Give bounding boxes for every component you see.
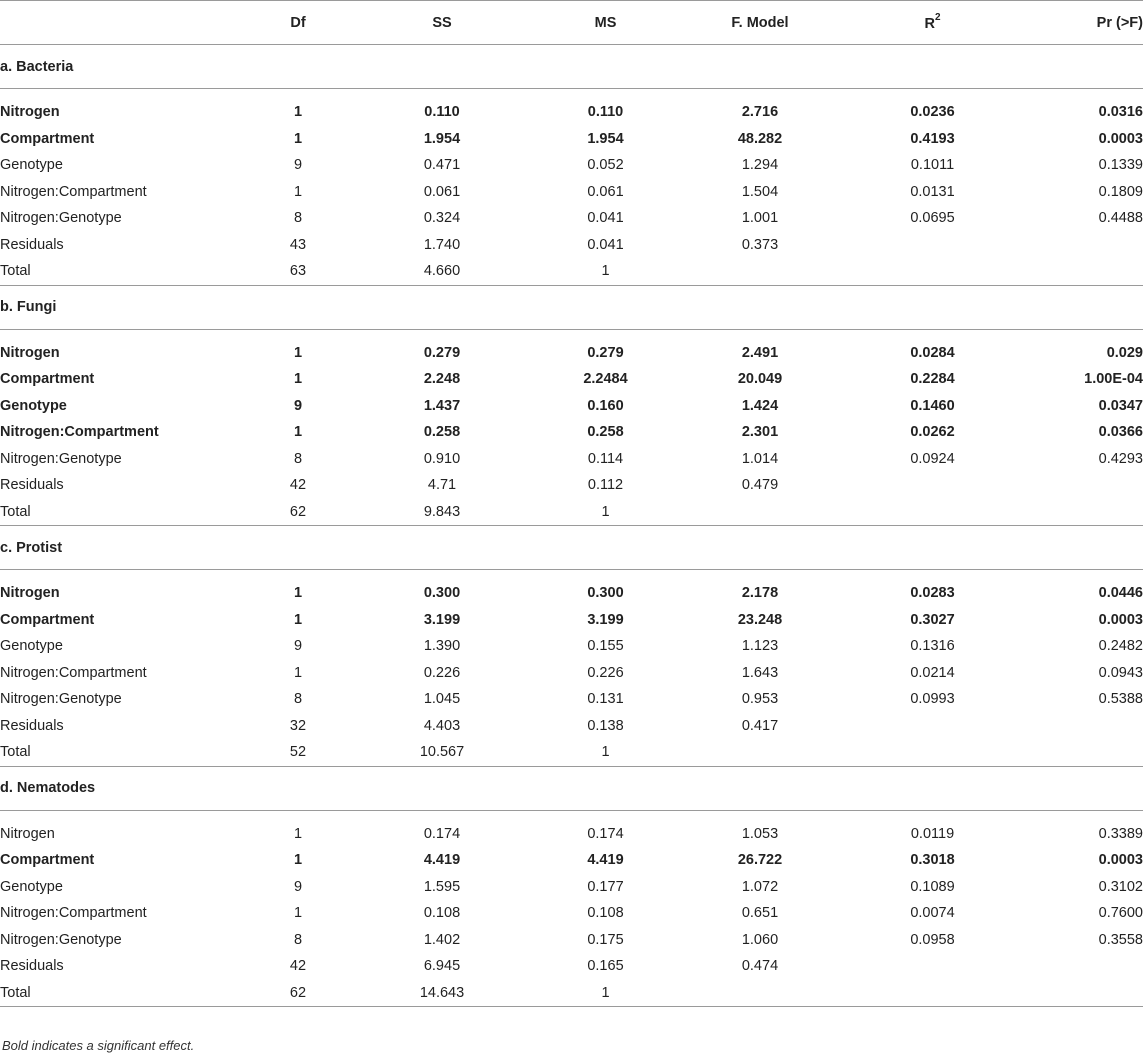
row-r-squared: 0.3018 xyxy=(910,852,955,869)
row-df: 1 xyxy=(293,585,303,602)
row-r-squared: 0.0924 xyxy=(910,450,955,467)
row-ms: 1 xyxy=(601,503,610,520)
section-title: c. Protist xyxy=(0,526,1143,570)
row-p-value xyxy=(1020,739,1143,766)
row-term: Nitrogen:Genotype xyxy=(0,210,122,227)
row-term: Nitrogen:Compartment xyxy=(0,424,159,441)
row-ss: 0.324 xyxy=(423,210,461,227)
table-row xyxy=(0,580,1143,607)
row-r-squared: 0.1460 xyxy=(910,397,955,414)
row-r-squared: 0.0284 xyxy=(910,344,955,361)
row-df: 62 xyxy=(289,503,307,520)
row-term: Total xyxy=(0,503,31,520)
row-ms: 1 xyxy=(601,984,610,1001)
table-row xyxy=(0,713,1143,740)
section-spacer xyxy=(0,329,1143,340)
section-spacer xyxy=(0,89,1143,100)
row-p-value xyxy=(1020,499,1143,526)
row-r-squared: 0.0119 xyxy=(910,825,955,842)
table-row xyxy=(0,340,1143,367)
row-ss: 4.403 xyxy=(423,717,461,734)
header-r-squared xyxy=(845,1,1020,45)
row-r-squared: 0.0262 xyxy=(910,424,955,441)
table-row xyxy=(0,126,1143,153)
row-ss: 0.279 xyxy=(423,344,461,361)
row-p-value: 0.0446 xyxy=(1098,585,1143,602)
row-p-value: 0.0316 xyxy=(1098,104,1143,121)
table-row xyxy=(0,366,1143,393)
row-f-model: 2.178 xyxy=(741,585,779,602)
row-p-value xyxy=(1020,232,1143,259)
section-title: d. Nematodes xyxy=(0,766,1143,810)
row-ss: 4.660 xyxy=(423,263,461,280)
row-p-value xyxy=(1020,472,1143,499)
row-r-squared xyxy=(845,258,1020,285)
row-term: Total xyxy=(0,744,31,761)
row-r-squared: 0.0236 xyxy=(910,104,955,121)
row-term: Nitrogen:Genotype xyxy=(0,450,122,467)
header-ms: MS xyxy=(536,1,675,45)
row-term: Nitrogen xyxy=(0,344,60,361)
header-r-base: R xyxy=(924,15,935,32)
row-ss: 0.258 xyxy=(423,424,461,441)
row-r-squared: 0.1316 xyxy=(910,638,955,655)
row-f-model: 2.301 xyxy=(741,424,779,441)
row-r-squared: 0.3027 xyxy=(910,611,955,628)
row-ss: 1.402 xyxy=(423,931,461,948)
row-f-model xyxy=(675,739,845,766)
row-term: Compartment xyxy=(0,611,95,628)
row-ms: 0.114 xyxy=(587,450,624,467)
row-r-squared: 0.0214 xyxy=(910,664,955,681)
row-ss: 4.419 xyxy=(423,852,461,869)
section-title: a. Bacteria xyxy=(0,45,1143,89)
row-df: 1 xyxy=(293,424,303,441)
row-f-model: 0.479 xyxy=(741,477,779,494)
row-ss: 4.71 xyxy=(427,477,457,494)
row-f-model: 1.123 xyxy=(741,638,779,655)
row-ms: 0.165 xyxy=(587,958,624,975)
row-ss: 1.390 xyxy=(423,638,461,655)
row-ms: 0.300 xyxy=(587,585,624,602)
table-row xyxy=(0,258,1143,285)
row-ss: 1.045 xyxy=(423,691,461,708)
row-df: 1 xyxy=(293,130,303,147)
row-f-model: 1.072 xyxy=(741,878,779,895)
row-df: 42 xyxy=(289,477,307,494)
row-ms: 0.160 xyxy=(587,397,624,414)
row-term: Nitrogen:Genotype xyxy=(0,931,122,948)
row-f-model: 2.716 xyxy=(741,104,779,121)
row-f-model: 0.474 xyxy=(741,958,779,975)
row-r-squared xyxy=(845,739,1020,766)
table-row xyxy=(0,446,1143,473)
row-df: 42 xyxy=(289,958,307,975)
row-ss: 14.643 xyxy=(419,984,465,1001)
row-df: 8 xyxy=(293,210,303,227)
row-p-value: 0.029 xyxy=(1106,344,1143,361)
row-ms: 0.108 xyxy=(587,905,624,922)
row-df: 9 xyxy=(293,157,303,174)
row-df: 1 xyxy=(293,852,303,869)
table-row xyxy=(0,205,1143,232)
table-row xyxy=(0,419,1143,446)
table-row xyxy=(0,633,1143,660)
row-p-value: 0.0943 xyxy=(1098,664,1143,681)
row-ms: 0.110 xyxy=(587,104,624,121)
row-ss: 0.061 xyxy=(423,183,461,200)
row-f-model: 0.417 xyxy=(741,717,779,734)
row-df: 43 xyxy=(289,236,307,253)
row-ms: 1 xyxy=(601,744,610,761)
row-r-squared: 0.0993 xyxy=(910,691,955,708)
header-ss: SS xyxy=(348,1,536,45)
row-p-value: 0.4488 xyxy=(1098,210,1143,227)
row-df: 1 xyxy=(293,183,303,200)
row-f-model: 1.424 xyxy=(741,397,779,414)
row-p-value: 0.7600 xyxy=(1098,905,1143,922)
row-r-squared: 0.4193 xyxy=(910,130,955,147)
row-term: Total xyxy=(0,984,31,1001)
section-header-row xyxy=(0,766,1143,810)
row-df: 52 xyxy=(289,744,307,761)
row-ms: 0.174 xyxy=(587,825,624,842)
row-f-model: 23.248 xyxy=(737,611,783,628)
row-ms: 0.138 xyxy=(587,717,624,734)
row-p-value: 0.3389 xyxy=(1098,825,1143,842)
row-df: 8 xyxy=(293,691,303,708)
table-row xyxy=(0,980,1143,1007)
row-p-value: 0.0366 xyxy=(1098,424,1143,441)
row-r-squared: 0.0074 xyxy=(910,905,955,922)
row-ms: 0.279 xyxy=(587,344,624,361)
row-ms: 0.061 xyxy=(587,183,624,200)
table-row xyxy=(0,472,1143,499)
header-row xyxy=(0,1,1143,45)
row-f-model: 2.491 xyxy=(741,344,779,361)
row-p-value: 0.5388 xyxy=(1098,691,1143,708)
row-term: Residuals xyxy=(0,236,64,253)
row-p-value xyxy=(1020,953,1143,980)
row-r-squared: 0.0131 xyxy=(910,183,955,200)
row-ms: 0.112 xyxy=(587,477,624,494)
section-header-row xyxy=(0,285,1143,329)
row-ss: 10.567 xyxy=(419,744,465,761)
row-f-model: 26.722 xyxy=(737,852,783,869)
row-ss: 0.910 xyxy=(423,450,461,467)
row-df: 8 xyxy=(293,450,303,467)
row-df: 9 xyxy=(293,397,303,414)
row-f-model: 1.294 xyxy=(741,157,779,174)
table-row xyxy=(0,927,1143,954)
row-p-value xyxy=(1020,258,1143,285)
row-term: Total xyxy=(0,263,31,280)
row-r-squared xyxy=(845,713,1020,740)
table-row xyxy=(0,179,1143,206)
row-p-value: 0.0003 xyxy=(1098,611,1143,628)
row-ms: 0.258 xyxy=(587,424,624,441)
row-ms: 3.199 xyxy=(587,611,624,628)
row-r-squared: 0.2284 xyxy=(910,371,955,388)
row-ss: 1.740 xyxy=(423,236,461,253)
row-f-model: 0.373 xyxy=(741,236,779,253)
table-row xyxy=(0,607,1143,634)
row-df: 1 xyxy=(293,611,303,628)
table-row xyxy=(0,99,1143,126)
table-row xyxy=(0,152,1143,179)
section-spacer xyxy=(0,810,1143,821)
row-r-squared xyxy=(845,232,1020,259)
row-ms: 0.052 xyxy=(587,157,624,174)
row-term: Nitrogen:Genotype xyxy=(0,691,122,708)
row-f-model: 0.651 xyxy=(741,905,779,922)
table-row xyxy=(0,847,1143,874)
row-f-model xyxy=(675,258,845,285)
row-term: Nitrogen xyxy=(0,825,55,842)
row-ss: 9.843 xyxy=(423,503,461,520)
row-df: 1 xyxy=(293,825,303,842)
table-row xyxy=(0,660,1143,687)
row-p-value: 0.2482 xyxy=(1098,638,1143,655)
row-term: Nitrogen:Compartment xyxy=(0,905,147,922)
row-ss: 3.199 xyxy=(423,611,461,628)
table-row xyxy=(0,232,1143,259)
row-p-value: 0.3558 xyxy=(1098,931,1143,948)
row-df: 1 xyxy=(293,104,303,121)
row-ms: 0.226 xyxy=(587,664,624,681)
row-term: Nitrogen:Compartment xyxy=(0,664,147,681)
section-header-row xyxy=(0,526,1143,570)
row-df: 9 xyxy=(293,878,303,895)
row-term: Genotype xyxy=(0,397,67,414)
row-r-squared: 0.0958 xyxy=(910,931,955,948)
row-df: 32 xyxy=(289,717,307,734)
header-df: Df xyxy=(248,1,348,45)
row-f-model: 1.001 xyxy=(741,210,779,227)
row-r-squared xyxy=(845,953,1020,980)
row-p-value xyxy=(1020,980,1143,1007)
table-row xyxy=(0,953,1143,980)
table-body xyxy=(0,45,1143,1008)
table-row xyxy=(0,821,1143,848)
row-ss: 2.248 xyxy=(423,371,461,388)
row-f-model: 1.053 xyxy=(741,825,779,842)
row-ss: 0.110 xyxy=(424,104,460,121)
row-ss: 0.300 xyxy=(423,585,461,602)
row-df: 62 xyxy=(289,984,307,1001)
row-term: Residuals xyxy=(0,958,64,975)
section-spacer xyxy=(0,570,1143,581)
row-ss: 6.945 xyxy=(423,958,461,975)
table-row xyxy=(0,393,1143,420)
row-term: Nitrogen xyxy=(0,585,60,602)
row-ss: 0.108 xyxy=(423,905,461,922)
row-r-squared xyxy=(845,980,1020,1007)
row-df: 1 xyxy=(293,664,303,681)
row-p-value: 1.00E-04 xyxy=(1084,371,1143,388)
row-term: Compartment xyxy=(0,371,95,388)
row-p-value: 0.0003 xyxy=(1098,852,1143,869)
row-df: 1 xyxy=(293,905,303,922)
row-f-model: 20.049 xyxy=(737,371,783,388)
row-df: 63 xyxy=(289,263,307,280)
bottom-rule xyxy=(0,1007,1143,1008)
table-row xyxy=(0,900,1143,927)
table-row xyxy=(0,499,1143,526)
row-ms: 0.041 xyxy=(587,210,624,227)
row-ss: 1.954 xyxy=(423,130,461,147)
row-ms: 1 xyxy=(601,263,610,280)
row-r-squared xyxy=(845,499,1020,526)
row-term: Compartment xyxy=(0,130,95,147)
row-p-value: 0.1809 xyxy=(1098,183,1143,200)
row-f-model xyxy=(675,980,845,1007)
section-header-row xyxy=(0,45,1143,89)
row-ss: 0.174 xyxy=(423,825,461,842)
row-term: Genotype xyxy=(0,638,63,655)
header-term xyxy=(0,1,248,45)
table-row xyxy=(0,739,1143,766)
row-f-model: 48.282 xyxy=(737,130,783,147)
row-ms: 4.419 xyxy=(587,852,624,869)
header-r-superscript: 2 xyxy=(934,11,941,23)
row-term: Genotype xyxy=(0,878,63,895)
table-footnote: Bold indicates a significant effect. xyxy=(2,1038,195,1053)
row-ss: 0.471 xyxy=(423,157,461,174)
row-term: Residuals xyxy=(0,717,64,734)
row-ms: 0.177 xyxy=(587,878,624,895)
row-r-squared: 0.0283 xyxy=(910,585,955,602)
row-p-value: 0.0003 xyxy=(1098,130,1143,147)
row-f-model: 1.643 xyxy=(741,664,779,681)
table-row xyxy=(0,874,1143,901)
row-p-value: 0.0347 xyxy=(1098,397,1143,414)
row-ms: 0.041 xyxy=(587,236,624,253)
row-r-squared: 0.1089 xyxy=(910,878,955,895)
section-title: b. Fungi xyxy=(0,285,1143,329)
row-p-value: 0.4293 xyxy=(1098,450,1143,467)
row-ss: 0.226 xyxy=(423,664,461,681)
row-f-model: 0.953 xyxy=(741,691,779,708)
row-ms: 2.2484 xyxy=(583,371,628,388)
row-term: Genotype xyxy=(0,157,63,174)
row-ss: 1.437 xyxy=(423,397,461,414)
row-p-value: 0.1339 xyxy=(1098,157,1143,174)
row-ms: 0.131 xyxy=(587,691,624,708)
row-f-model xyxy=(675,499,845,526)
row-term: Compartment xyxy=(0,852,95,869)
table-row xyxy=(0,686,1143,713)
row-ms: 1.954 xyxy=(587,130,624,147)
row-df: 1 xyxy=(293,344,303,361)
row-r-squared xyxy=(845,472,1020,499)
row-ms: 0.155 xyxy=(587,638,624,655)
row-df: 1 xyxy=(293,371,303,388)
row-ms: 0.175 xyxy=(587,931,624,948)
row-term: Nitrogen:Compartment xyxy=(0,183,147,200)
row-f-model: 1.504 xyxy=(741,183,779,200)
row-term: Residuals xyxy=(0,477,64,494)
row-f-model: 1.060 xyxy=(741,931,779,948)
row-term: Nitrogen xyxy=(0,104,60,121)
row-r-squared: 0.0695 xyxy=(910,210,955,227)
row-ss: 1.595 xyxy=(423,878,461,895)
row-f-model: 1.014 xyxy=(741,450,779,467)
header-p-value: Pr (>F) xyxy=(1020,1,1143,45)
header-f-model: F. Model xyxy=(675,1,845,45)
row-df: 9 xyxy=(293,638,303,655)
row-p-value xyxy=(1020,713,1143,740)
row-p-value: 0.3102 xyxy=(1098,878,1143,895)
row-r-squared: 0.1011 xyxy=(910,157,955,174)
row-df: 8 xyxy=(293,931,303,948)
